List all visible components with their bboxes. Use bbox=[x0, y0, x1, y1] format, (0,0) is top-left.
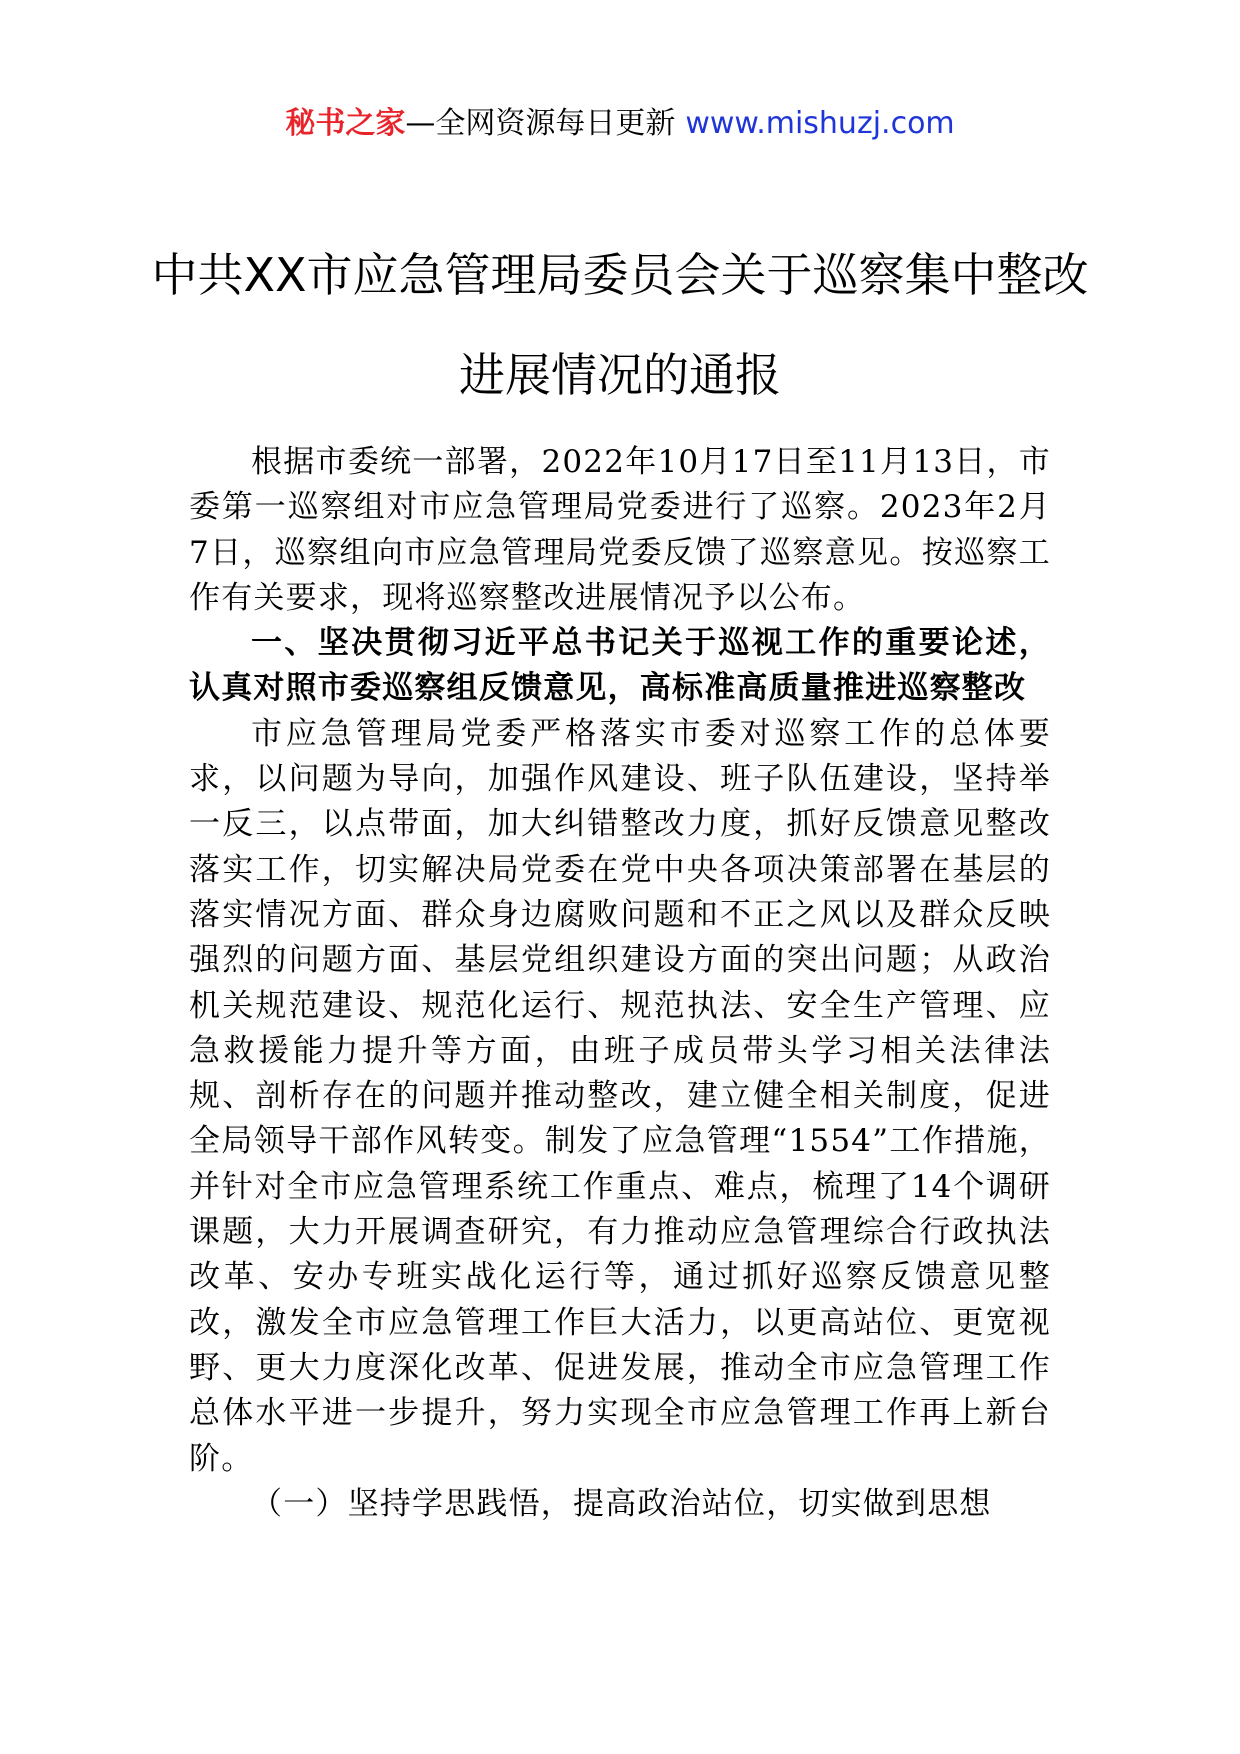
website-link[interactable]: www.mishuzj.com bbox=[685, 106, 955, 141]
brand-name: 秘书之家 bbox=[285, 106, 406, 141]
paragraph-section-1: 市应急管理局党委严格落实市委对巡察工作的总体要求，以问题为导向，加强作风建设、班子队伍建设，坚持举一反三，以点带面，加大纠错整改力度，抓好反馈意见整改落实工作，切实解决局党委在党中央各项决策部署在基层的落实情况方面、群众身边腐败问题和不正之风以及群众反映强烈的问题方面、基层党组织建设方面的突出问题；从政治机关规范建设、规范化运行、规范执法、安全生产管理、应急救援能力提升等方面，由班子成员带头学习相关法律法规、剖析存在的问题并推动整改，建立健全相关制度，促进全局领导干部作风转变。制发了应急管理“1554”工作措施，并针对全市应急管理系统工作重点、难点，梳理了14个调研课题，大力开展调查研究，有力推动应急管理综合行政执法改革、安办专班实战化运行等，通过抓好巡察反馈意见整改，激发全市应急管理工作巨大活力，以更高站位、更宽视野、更大力度深化改革、促进发展，推动全市应急管理工作总体水平进一步提升，努力实现全市应急管理工作再上新台阶。 bbox=[189, 715, 1051, 1477]
section-heading-1: 一、坚决贯彻习近平总书记关于巡视工作的重要论述，认真对照市委巡察组反馈意见，高标准高质量推进巡察整改 bbox=[189, 625, 1051, 707]
page-header bbox=[0, 104, 1240, 144]
subsection-heading-1: （一）坚持学思践悟，提高政治站位，切实做到思想 bbox=[251, 1485, 992, 1522]
document-title: 中共XX市应急管理局委员会关于巡察集中整改进展情况的通报 bbox=[151, 248, 1089, 402]
header-slogan: —全网资源每日更新 bbox=[405, 106, 676, 141]
document-body bbox=[189, 440, 1051, 1527]
paragraph-intro: 根据市委统一部署，2022年10月17日至11月13日，市委第一巡察组对市应急管理局党委进行了巡察。2023年2月7日，巡察组向市应急管理局党委反馈了巡察意见。按巡察工作有关要求，现将巡察整改进展情况予以公布。 bbox=[189, 444, 1051, 616]
